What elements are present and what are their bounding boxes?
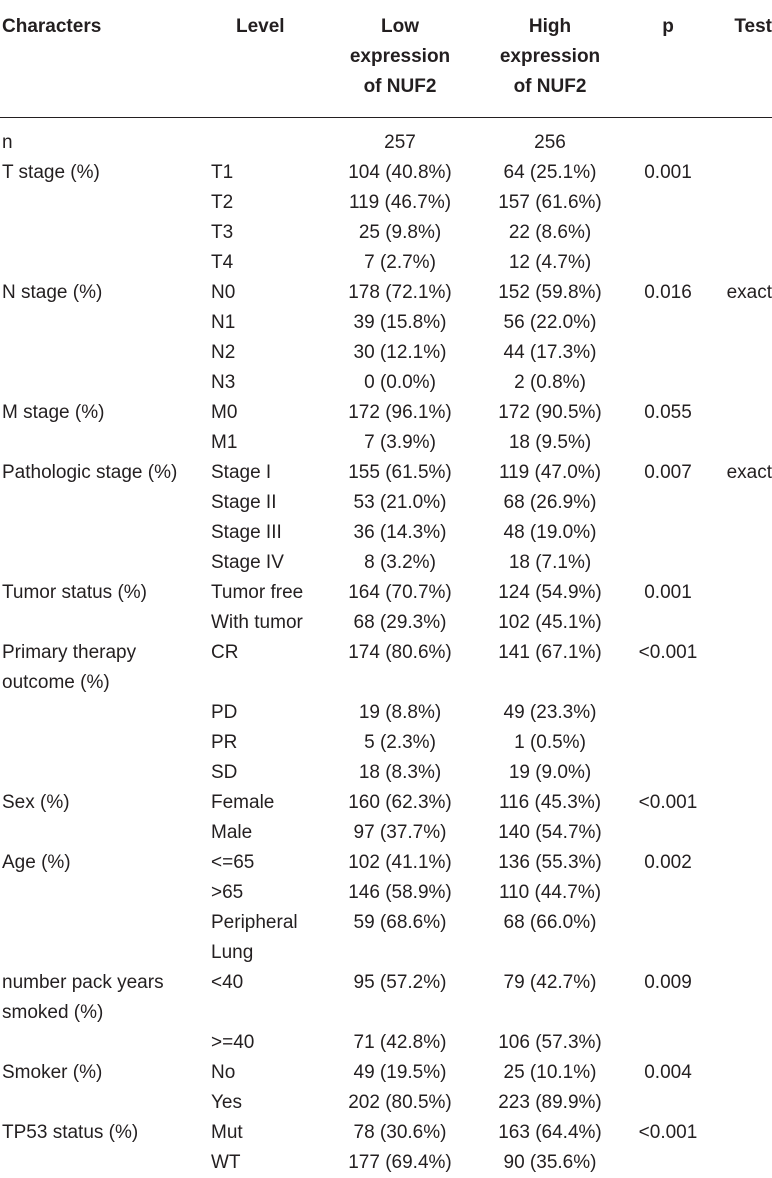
row-14-level: Stage IV [211,552,284,573]
row-5-test: exact [726,282,772,303]
row-1-p-value: 0.001 [644,162,692,183]
row-13-low-expression: 36 (14.3%) [353,522,447,543]
row-27-level: >=40 [211,1032,255,1053]
row-9-p-value: 0.055 [644,402,692,423]
row-25-level: Peripheral [211,912,298,933]
row-23-level: <=65 [211,852,255,873]
row-21-high-expression: 116 (45.3%) [498,792,602,813]
row-31-level: WT [211,1152,241,1173]
row-31-low-expression: 177 (69.4%) [348,1152,452,1173]
row-7-high-expression: 44 (17.3%) [503,342,597,363]
row-7-level: N2 [211,342,236,363]
row-2-level: T2 [211,192,234,213]
row-20-low-expression: 18 (8.3%) [358,762,442,783]
row-5-high-expression: 152 (59.8%) [498,282,602,303]
row-15-level: Tumor free [211,582,304,603]
row-16-low-expression: 68 (29.3%) [353,612,447,633]
row-13-high-expression: 48 (19.0%) [503,522,597,543]
header-high-line-2: expression [499,46,601,67]
row-25-high-expression: 68 (66.0%) [503,912,597,933]
header-rule [0,117,772,118]
row-4-level: T4 [211,252,234,273]
header-high-line-3: of NUF2 [513,76,587,97]
row-11-characteristic: Pathologic stage (%) [2,462,178,483]
row-30-characteristic: TP53 status (%) [2,1122,139,1143]
row-21-characteristic: Sex (%) [2,792,70,813]
row-17-low-expression: 174 (80.6%) [348,642,452,663]
row-20-high-expression: 19 (9.0%) [508,762,592,783]
row-9-low-expression: 172 (96.1%) [348,402,452,423]
row-23-characteristic: Age (%) [2,852,71,873]
row-1-low-expression: 104 (40.8%) [348,162,452,183]
row-26-high-expression: 79 (42.7%) [503,972,597,993]
header-p: p [662,16,674,37]
header-level: Level [236,16,285,37]
row-0-high-expression: 256 [534,132,566,153]
row-5-p-value: 0.016 [644,282,692,303]
row-24-level: >65 [211,882,244,903]
row-3-high-expression: 22 (8.6%) [508,222,592,243]
row-9-high-expression: 172 (90.5%) [498,402,602,423]
row-5-level: N0 [211,282,236,303]
row-17-characteristic: Primary therapy [2,642,137,663]
row-17-p-value: <0.001 [638,642,698,663]
row-31-high-expression: 90 (35.6%) [503,1152,597,1173]
row-10-level: M1 [211,432,238,453]
row-10-high-expression: 18 (9.5%) [508,432,592,453]
row-21-p-value: <0.001 [638,792,698,813]
header-test: Test [734,16,772,37]
row-26-characteristic: number pack years [2,972,164,993]
row-11-p-value: 0.007 [644,462,692,483]
row-7-low-expression: 30 (12.1%) [353,342,447,363]
row-22-low-expression: 97 (37.7%) [353,822,447,843]
row-28-p-value: 0.004 [644,1062,692,1083]
row-24-high-expression: 110 (44.7%) [498,882,602,903]
row-4-low-expression: 7 (2.7%) [364,252,436,273]
row-10-low-expression: 7 (3.9%) [364,432,436,453]
header-high-line-1: High [528,16,572,37]
row-22-level: Male [211,822,253,843]
header-characters: Characters [2,16,102,37]
row-14-high-expression: 18 (7.1%) [508,552,592,573]
row-29-low-expression: 202 (80.5%) [348,1092,452,1113]
row-0-characteristic: n [2,132,13,153]
row-12-low-expression: 53 (21.0%) [353,492,447,513]
row-23-low-expression: 102 (41.1%) [348,852,452,873]
row-30-level: Mut [211,1122,243,1143]
row-24-low-expression: 146 (58.9%) [348,882,452,903]
row-21-level: Female [211,792,275,813]
header-low-line-3: of NUF2 [363,76,437,97]
row-5-low-expression: 178 (72.1%) [348,282,452,303]
row-18-low-expression: 19 (8.8%) [358,702,442,723]
row-13-level: Stage III [211,522,282,543]
row-16-high-expression: 102 (45.1%) [498,612,602,633]
row-11-high-expression: 119 (47.0%) [498,462,602,483]
row-15-low-expression: 164 (70.7%) [348,582,452,603]
row-1-high-expression: 64 (25.1%) [503,162,597,183]
row-18-high-expression: 49 (23.3%) [503,702,597,723]
row-19-high-expression: 1 (0.5%) [514,732,586,753]
row-26-low-expression: 95 (57.2%) [353,972,447,993]
row-1-level: T1 [211,162,234,183]
row-4-high-expression: 12 (4.7%) [508,252,592,273]
row-28-high-expression: 25 (10.1%) [503,1062,597,1083]
row-26-p-value: 0.009 [644,972,692,993]
row-3-level: T3 [211,222,234,243]
row-8-high-expression: 2 (0.8%) [514,372,586,393]
row-6-level: N1 [211,312,236,333]
row-26-level: <40 [211,972,244,993]
row-21-low-expression: 160 (62.3%) [348,792,452,813]
row-28-low-expression: 49 (19.5%) [353,1062,447,1083]
row-23-high-expression: 136 (55.3%) [498,852,602,873]
row-15-p-value: 0.001 [644,582,692,603]
row-8-low-expression: 0 (0.0%) [364,372,436,393]
row-3-low-expression: 25 (9.8%) [358,222,442,243]
row-0-low-expression: 257 [384,132,416,153]
row-15-high-expression: 124 (54.9%) [498,582,602,603]
row-28-characteristic: Smoker (%) [2,1062,103,1083]
row-17-characteristic: outcome (%) [2,672,110,693]
row-11-low-expression: 155 (61.5%) [348,462,452,483]
row-6-high-expression: 56 (22.0%) [503,312,597,333]
row-12-level: Stage II [211,492,277,513]
row-17-high-expression: 141 (67.1%) [498,642,602,663]
header-low-line-2: expression [349,46,451,67]
row-25-level: Lung [211,942,254,963]
row-8-level: N3 [211,372,236,393]
row-19-level: PR [211,732,238,753]
row-15-characteristic: Tumor status (%) [2,582,147,603]
header-low-line-1: Low [381,16,419,37]
row-22-high-expression: 140 (54.7%) [498,822,602,843]
row-12-high-expression: 68 (26.9%) [503,492,597,513]
row-23-p-value: 0.002 [644,852,692,873]
row-18-level: PD [211,702,238,723]
row-2-low-expression: 119 (46.7%) [348,192,452,213]
row-17-level: CR [211,642,239,663]
row-14-low-expression: 8 (3.2%) [364,552,436,573]
row-16-level: With tumor [211,612,303,633]
row-9-characteristic: M stage (%) [2,402,105,423]
row-27-low-expression: 71 (42.8%) [353,1032,447,1053]
row-30-high-expression: 163 (64.4%) [498,1122,602,1143]
row-30-low-expression: 78 (30.6%) [353,1122,447,1143]
row-27-high-expression: 106 (57.3%) [498,1032,602,1053]
row-6-low-expression: 39 (15.8%) [353,312,447,333]
row-5-characteristic: N stage (%) [2,282,103,303]
row-1-characteristic: T stage (%) [2,162,100,183]
row-19-low-expression: 5 (2.3%) [364,732,436,753]
row-11-test: exact [726,462,772,483]
row-29-high-expression: 223 (89.9%) [498,1092,602,1113]
row-11-level: Stage I [211,462,272,483]
row-29-level: Yes [211,1092,242,1113]
row-28-level: No [211,1062,236,1083]
row-9-level: M0 [211,402,238,423]
row-20-level: SD [211,762,238,783]
row-26-characteristic: smoked (%) [2,1002,104,1023]
row-25-low-expression: 59 (68.6%) [353,912,447,933]
row-2-high-expression: 157 (61.6%) [498,192,602,213]
row-30-p-value: <0.001 [638,1122,698,1143]
